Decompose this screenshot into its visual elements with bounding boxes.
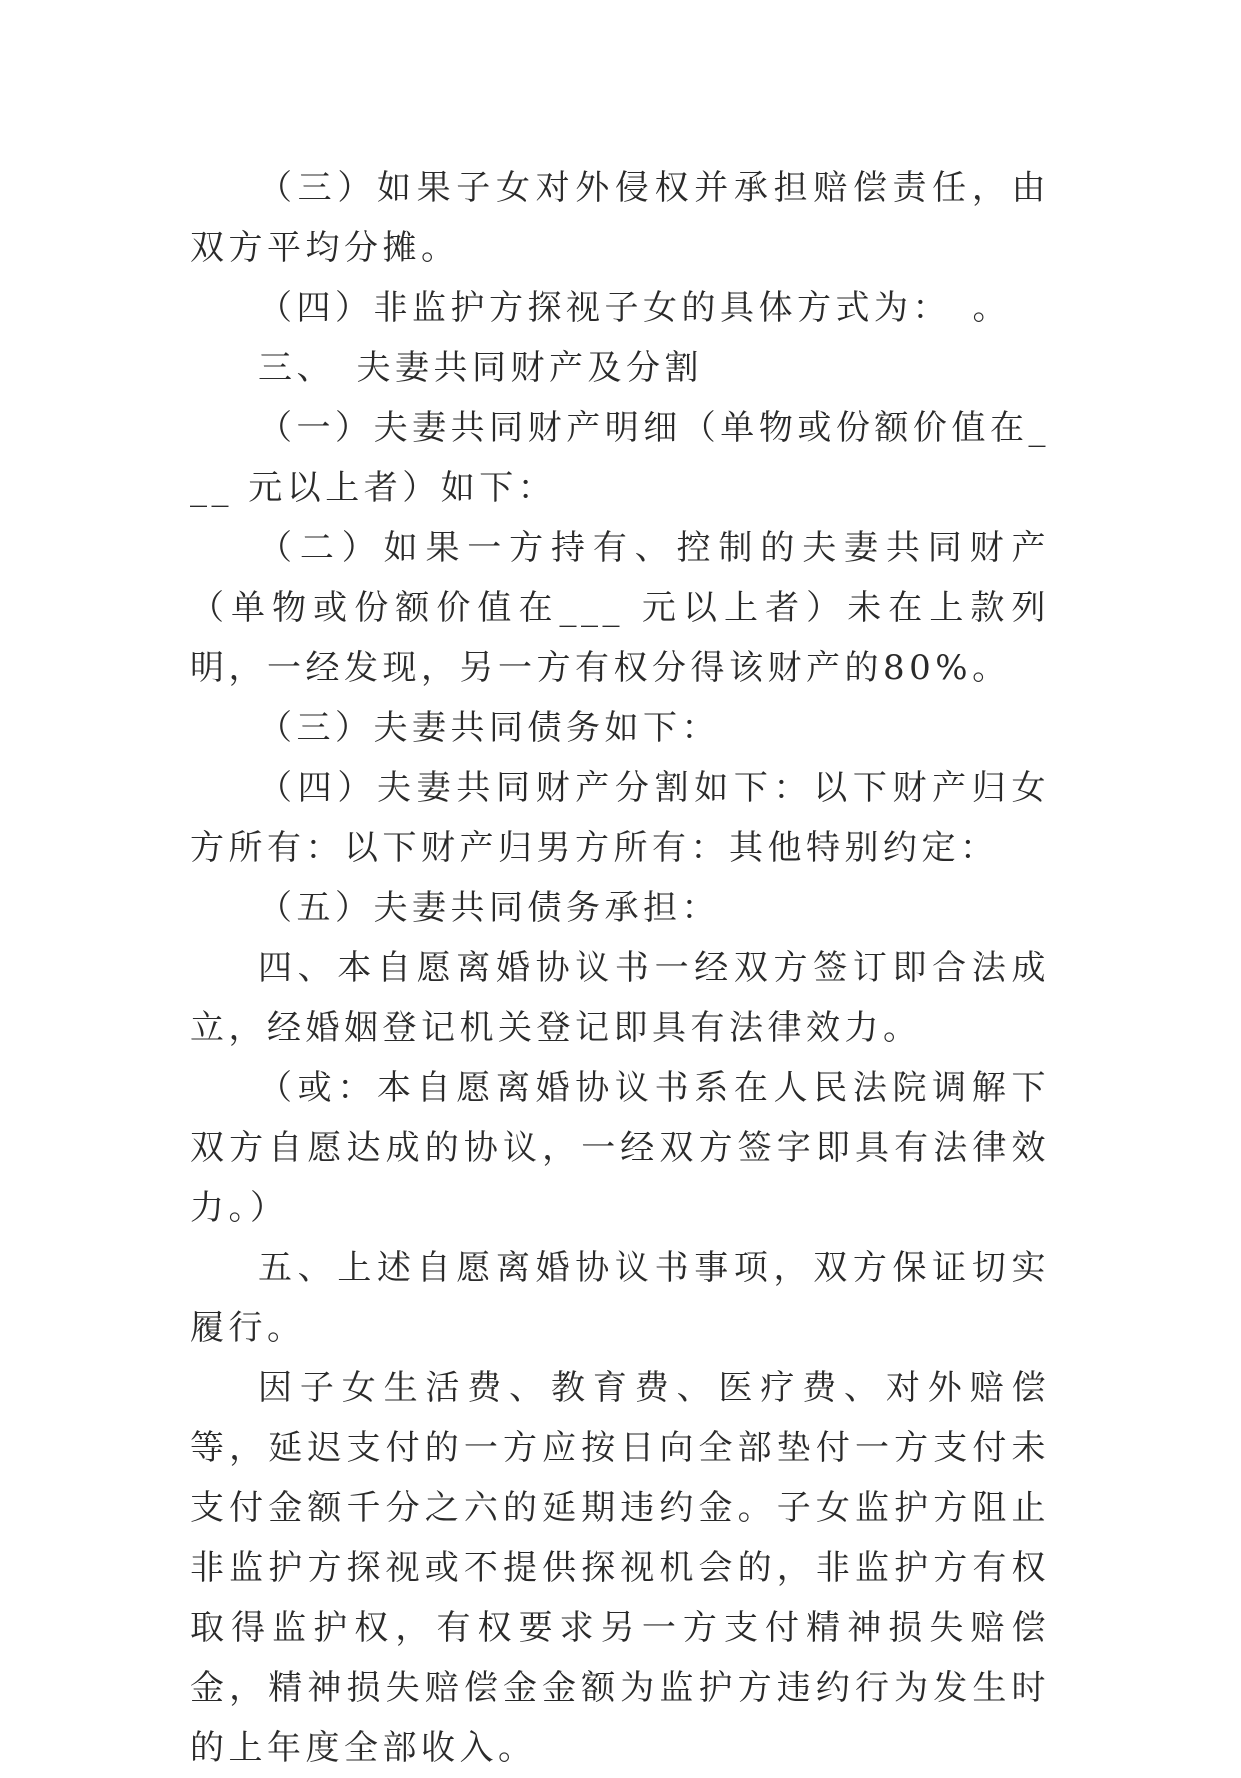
paragraph-debt-assumption: （五）夫妻共同债务承担： bbox=[258, 888, 720, 928]
paragraph-performance: 五、上述自愿离婚协议书事项，双方保证切实履行。 bbox=[190, 1248, 1050, 1348]
paragraph-property-division: （四）夫妻共同财产分割如下：以下财产归女方所有：以下财产归男方所有：其他特别约定： bbox=[190, 768, 1050, 868]
paragraph-visitation: （四）非监护方探视子女的具体方式为： 。 bbox=[258, 288, 1011, 328]
paragraph-penalty: 因子女生活费、教育费、医疗费、对外赔偿等，延迟支付的一方应按日向全部垫付一方支付未支付金额千分之六的延期违约金。子女监护方阻止非监护方探视或不提供探视机会的，非监护方有权取得监护权，有权要求另一方支付精神损失赔偿金，精神损失赔偿金金额为监护方违约行为发生时的上年度全部收入。 bbox=[190, 1368, 1050, 1768]
section-heading-property: 三、 夫妻共同财产及分割 bbox=[258, 348, 703, 388]
paragraph-property-list: （一）夫妻共同财产明细（单物或份额价值在___ 元以上者）如下： bbox=[190, 408, 1050, 508]
paragraph-effectiveness: 四、本自愿离婚协议书一经双方签订即合法成立，经婚姻登记机关登记即具有法律效力。 bbox=[190, 948, 1050, 1048]
paragraph-joint-debts: （三）夫妻共同债务如下： bbox=[258, 708, 720, 748]
paragraph-undisclosed-property: （二）如果一方持有、控制的夫妻共同财产（单物或份额价值在___ 元以上者）未在上款列明，一经发现，另一方有权分得该财产的80%。 bbox=[190, 528, 1050, 688]
paragraph-court-mediation: （或：本自愿离婚协议书系在人民法院调解下双方自愿达成的协议，一经双方签字即具有法律效力。） bbox=[190, 1068, 1050, 1228]
paragraph-child-liability: （三）如果子女对外侵权并承担赔偿责任，由双方平均分摊。 bbox=[190, 168, 1050, 268]
document-page bbox=[190, 158, 1050, 1778]
